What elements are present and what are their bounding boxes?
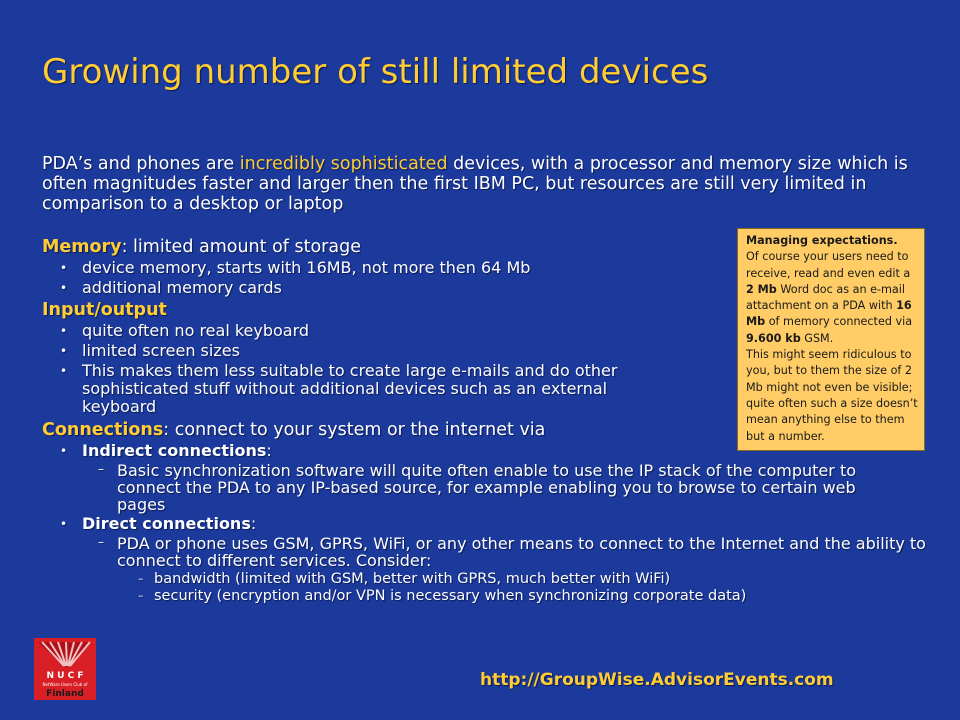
logo-subtitle: NetWare Users Club of — [42, 682, 88, 687]
callout-box — [737, 228, 925, 451]
intro-paragraph — [42, 154, 922, 214]
direct-colon: : — [250, 514, 257, 533]
sub-bullet-item: – Basic synchronization software will quite often enable to use the IP stack of the computer to connect the PDA to any IP-based source, for example enabling you to browse to certain web pages — [42, 462, 877, 513]
callout-emphasis: 2 Mb — [746, 282, 777, 296]
connections-text: : connect to your system or the internet via — [163, 420, 546, 440]
bullet-item: • limited screen sizes — [42, 342, 932, 360]
callout-emphasis: 16 Mb — [746, 299, 912, 329]
connections-label: Connections — [42, 420, 164, 440]
bullet-item-direct — [42, 515, 932, 533]
direct-label: Direct connections — [82, 514, 251, 533]
bullet-item: • quite often no real keyboard — [42, 322, 932, 340]
callout-text: of memory connected via — [765, 315, 913, 329]
memory-text: : limited amount of storage — [121, 237, 361, 257]
logo-country: Finland — [46, 689, 84, 699]
memory-label: Memory — [42, 237, 122, 257]
callout-text: GSM. — [800, 331, 834, 345]
callout-text: Word doc as an e-mail attachment on a PDA with — [746, 282, 905, 313]
intro-text-end: devices, with a processor and memory size which is often magnitudes faster and larger then the first IBM PC, but resources are still very limited in comparison to a desktop or laptop — [42, 154, 908, 214]
bullet-item: • device memory, starts with 16MB, not more then 64 Mb — [42, 259, 932, 277]
bullet-item: • This makes them less suitable to create large e-mails and do other sophisticated stuff without additional devices such as an external keyboard — [42, 362, 682, 416]
indirect-label: Indirect connections — [82, 441, 267, 460]
sub-sub-bullet-item: – security (encryption and/or VPN is necessary when synchronizing corporate data) — [42, 588, 932, 605]
io-label: Input/output — [42, 300, 167, 320]
bullet-item: • additional memory cards — [42, 279, 932, 297]
intro-highlight: incredibly sophisticated — [239, 154, 448, 174]
indirect-colon: : — [266, 441, 272, 460]
intro-text-start: PDA’s and phones are — [42, 154, 240, 174]
slide-title: Growing number of still limited devices — [42, 52, 709, 92]
callout-paragraph-1 — [746, 249, 919, 347]
callout-heading: Managing expectations. — [746, 234, 898, 247]
nucf-logo-graphic — [34, 638, 96, 700]
callout-text: Of course your users need to receive, read and even edit a — [746, 250, 911, 280]
footer-url-link[interactable]: http://GroupWise.AdvisorEvents.com — [480, 670, 834, 690]
callout-paragraph-2: This might seem ridiculous to you, but to them the size of 2 Mb might not even be visible; quite often such a size doesn’t mean anything else to them but a number. — [746, 348, 918, 443]
nucf-logo — [34, 638, 96, 700]
sub-sub-bullet-item: – bandwidth (limited with GSM, better with GPRS, much better with WiFi) — [42, 571, 932, 588]
callout-emphasis: 9.600 kb — [746, 331, 801, 345]
sub-bullet-item: – PDA or phone uses GSM, GPRS, WiFi, or any other means to connect to the Internet and the ability to connect to different services. Consider: — [42, 535, 932, 569]
logo-letters: N U C F — [46, 671, 84, 681]
